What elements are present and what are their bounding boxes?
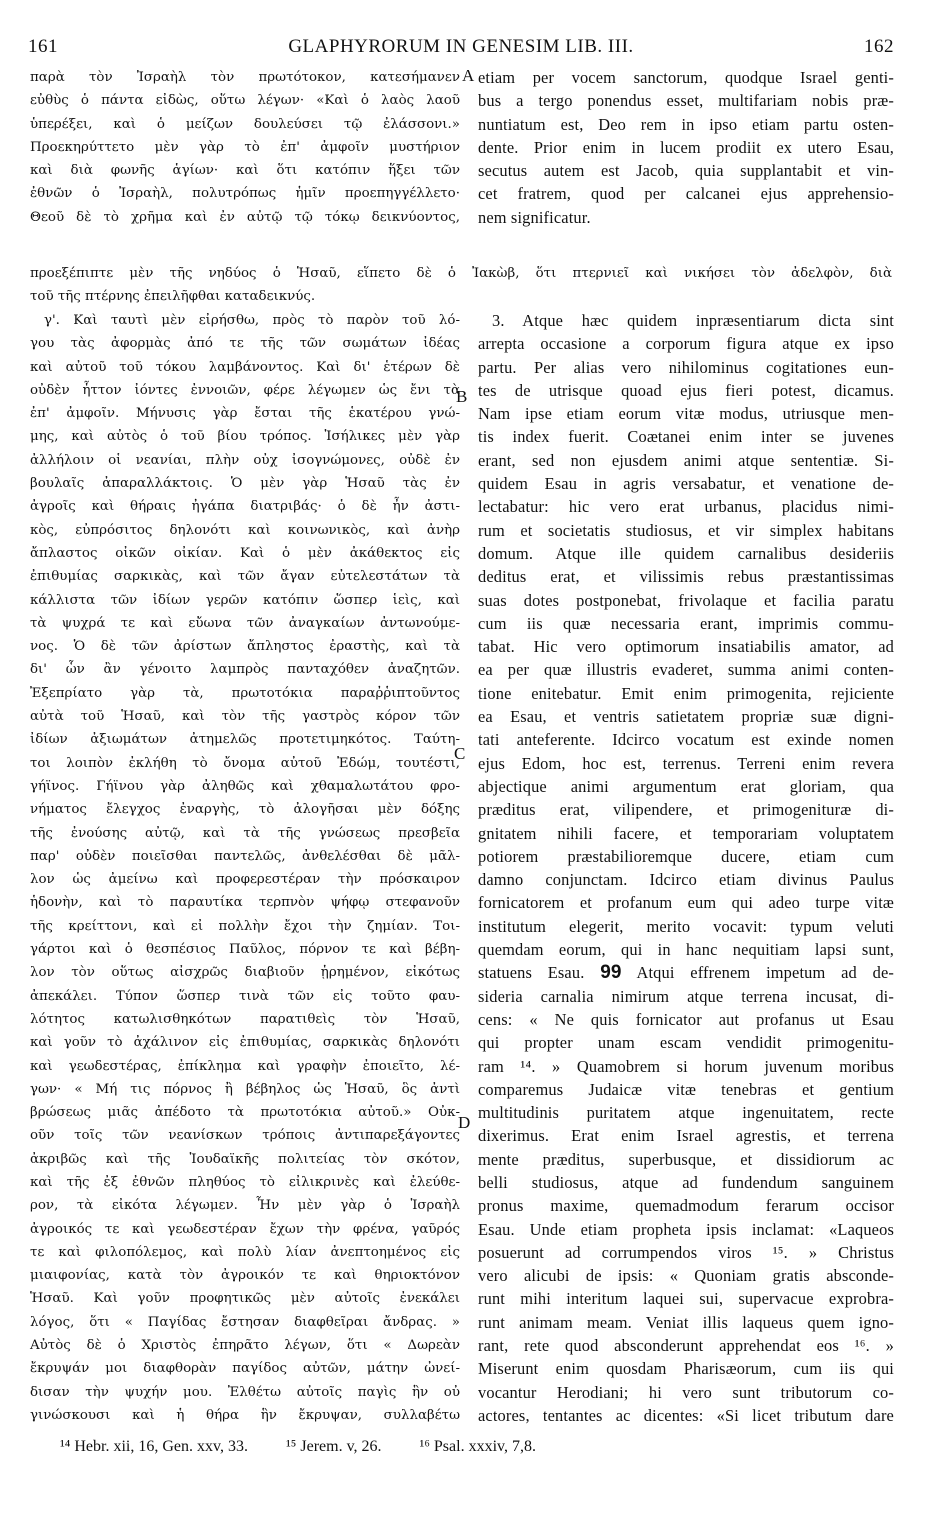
text-line: κὸς, εὐπρόσιτος δηλονότι καὶ κοινωνικὸς, καὶ ἀνὴρ [30, 522, 460, 538]
text-line: ea Esau, et ventris satietatem propriæ suæ digni- [478, 707, 894, 727]
text-line: προεξέπιπτε μὲν τῆς νηδύος ὁ Ἡσαῦ, εἵπετο δὲ ὁ Ἰακὼβ, ὅτι πτερνιεῖ καὶ νικήσει τὸν ἀδελφὸν, διὰ [30, 266, 892, 281]
text-line: arrepta occasione a corporum figura atque ex ipso [478, 334, 894, 354]
text-line: λον ὡς ἀμείνω καὶ προφερεστέραν τὴν πρόσκαιρον [30, 872, 460, 888]
greek-column-top [30, 66, 460, 229]
text-line: εὐθὺς ὁ πάντα εἰδὼς, οὕτω λέγων· «Καὶ ὁ λαὸς λαοῦ [30, 93, 460, 109]
text-line: Nam ipse etiam eorum vitæ modus, utriusque men- [478, 404, 894, 424]
text-line: pronus maxime, quemadmodum ferarum occisor [478, 1196, 894, 1216]
latin-column [478, 309, 894, 1427]
text-line: δισαν τὴν ψυχήν μου. Ἐλθέτω αὐτοῖς παγὶς ἣν οὐ [30, 1384, 460, 1400]
text-line: runt animam meam. Veniat illis laqueus quem igno- [478, 1312, 894, 1332]
text-line: τὰ ψυχρά τε καὶ εὔωνα τῶν ἀναγκαίων ἀντωνούμε- [30, 615, 460, 631]
footnotes [60, 1438, 900, 1456]
text-line: κάλλιστα τῶν ἰδίων γερῶν κατόπιν ὥσπερ ἱεὶς, καὶ [30, 592, 460, 608]
text-line: δι' ὧν ἂν γένοιτο λαμπρὸς πανταχόθεν ἀναζητῶν. [30, 662, 460, 678]
text-line: βουλαῖς ἀπαραλλάκτοις. Ὁ μὲν γὰρ Ἡσαῦ τὰς ἐν [30, 476, 460, 492]
text-line: actores, tentantes ac dicentes: «Si licet tributum dare [478, 1405, 894, 1425]
text-line: damno conjunctam. Idcirco etiam divinus Paulus [478, 870, 894, 890]
text-line: multitudinis puritatem atque ingenuitatem, recte [478, 1103, 894, 1123]
text-line: abjectique animi argumentum erat gloriam, qua [478, 776, 894, 796]
text-line: ἀλλήλοιν οἱ νεανίαι, πλὴν οὐχ ἰσογνώμονες, οὐδὲ ἐν [30, 452, 460, 468]
text-line: αὐτὰ τοῦ Ἡσαῦ, καὶ τὸν τῆς γαστρὸς κόρον τῶν [30, 709, 460, 725]
text-line: Esau. Unde etiam propheta ipsis inclamat: «Laqueos [478, 1219, 894, 1239]
text-line: παρ' οὐδὲν ποιεῖσθαι παντελῶς, ἀνθελέσθαι δὲ μᾶλ- [30, 848, 460, 864]
text-line: posuerunt ad corrumpendos viros ¹⁵. » Christus [478, 1242, 894, 1262]
text-line: γ'. Καὶ ταυτὶ μὲν εἰρήσθω, πρὸς τὸ παρὸν τοῦ λό- [44, 313, 460, 328]
text-line: lectabatur: hic vero erat urbanus, placidus nimi- [478, 497, 894, 517]
text-line: cet fratrem, quod per calcanei ejus apprehensio- [478, 184, 894, 204]
text-line: quidem Esau in agris versabatur, et venatione de- [478, 474, 894, 494]
text-line: γων· « Μή τις πόρνος ἢ βέβηλος ὡς Ἡσαῦ, ὃς ἀντὶ [30, 1081, 460, 1097]
text-line: ejus Edom, hoc est, terrenus. Terreni enim revera [478, 753, 894, 773]
text-line: γήϊνος. Γήϊνου γὰρ ἀληθῶς καὶ χθαμαλωτάτου φρο- [30, 778, 460, 794]
text-line: tes de utrisque quoad ejus fieri potest, dicamus. [478, 380, 894, 400]
text-line: quemdam eorum, qui in hanc nequitiam lapsi sunt, [478, 940, 894, 960]
text-line: ἰδίων ἀξιωμάτων ἀτημελῶς προτετιμηκότος. Ταύτη- [30, 732, 460, 748]
text-line: etiam per vocem sanctorum, quodque Israel genti- [478, 68, 894, 87]
text-line: ὑπερέξει, καὶ ὁ μείζων δουλεύσει τῷ ἐλάσσονι.» [30, 116, 460, 132]
footnote-14: ¹⁴ Hebr. xii, 16, Gen. xxv, 33. [60, 1438, 248, 1455]
text-line: ἀγροικός τε καὶ γεωδεστέραν ἔχων τὴν φρένα, γαῦρός [30, 1221, 460, 1237]
text-line: γου τὰς ἀφορμὰς ἀπό τε τῆς τῶν σωμάτων ἰδέας [30, 336, 460, 352]
text-line: τε καὶ φιλοπόλεμος, καὶ πολὺ λίαν ἀνεπτοημένος εἰς [30, 1244, 460, 1260]
text-fragment: Atqui effrenem impetum ad de- [636, 963, 895, 983]
text-line: deditus erat, et vilissimis rebus præstantissimas [478, 567, 894, 587]
text-line: qui propter unam escam vendidit primogenitu- [478, 1033, 894, 1053]
text-line: nem significatur. [478, 207, 591, 227]
text-line: ἄπλαστος οἰκῶν οἰκίαν. Καὶ ὁ μὲν ἀκάθεκτος εἰς [30, 545, 460, 561]
text-line: καὶ αὐτοῦ τοῦ τόκου λαμβάνοντος. Καὶ δι' ἑτέρων δὲ [30, 359, 460, 375]
text-line: τοι λοιπὸν ἐκλήθη τὸ ὄνομα αὐτοῦ Ἐδώμ, τουτέστι, [30, 755, 460, 771]
section-marker-a: A [462, 66, 475, 85]
text-line: ἔκρυψάν μοι διαφθορὰν παγίδος αὐτῶν, μάτην ὠνεί- [30, 1361, 460, 1377]
text-line: 3. Atque hæc quidem inpræsentiarum dicta sint [492, 311, 894, 330]
text-line: παρὰ τὸν Ἰσραὴλ τὸν πρωτότοκον, κατεσήμανεν [30, 70, 460, 85]
text-line: Προεκηρύττετο μὲν γὰρ τὸ ἐπ' ἀμφοῖν μυστήριον [30, 139, 460, 155]
text-line: ἐπ' ἀμφοῖν. Μήνυσις γὰρ ἔσται τῆς ἑκατέρου γνώ- [30, 406, 460, 422]
text-line: οὐδὲν ἧττον ἰόντες ἐννοιῶν, φέρε λέγωμεν ὡς ἔνι τὰ [30, 382, 460, 398]
text-line: καὶ γοῦν τὸ ἀχάλινον εἰς ἐπιθυμίας, σαρκικὰς δηλονότι [30, 1035, 460, 1051]
text-line: nuntiatum est, Deo rem in ipso etiam partu osten- [478, 114, 894, 134]
text-line: Αὐτὸς δὲ ὁ Χριστὸς ἐπηρᾶτο λέγων, ὅτι « Δωρεὰν [30, 1338, 460, 1354]
greek-column [30, 309, 460, 1427]
section-marker-d: D [458, 1113, 471, 1132]
text-line: λόγος, ὅτι « Παγίδας ἔστησαν διαφθεῖραι ἄνδρας. » [30, 1314, 460, 1330]
section-marker-c: C [454, 744, 466, 763]
column-number-badge: 99 [600, 962, 622, 984]
text-line: ἀκριβῶς καὶ τῆς Ἰουδαϊκῆς πολιτείας τὸν σκότον, [30, 1151, 460, 1167]
text-line: καὶ διὰ φωνῆς ἁγίων· καὶ ὅτι κατόπιν ἥξει τῶν [30, 163, 460, 179]
text-line: λον τὸν οὕτως αἰσχρῶς διαβιοῦν ᾑρημένον, εἰκότως [30, 965, 460, 981]
greek-spanning-lines [30, 262, 892, 309]
text-line: γάρτοι καὶ ὁ θεσπέσιος Παῦλος, πόρνον τε καὶ βέβη- [30, 942, 460, 958]
text-line: partu. Per alias vero nihilominus cogitationes eun- [478, 357, 894, 377]
text-line: comparemus Judaicæ vitæ tenebras et gentium [478, 1079, 894, 1099]
text-line: cens: « Ne quis fornicator aut profanus ut Esau [478, 1009, 894, 1029]
text-line: μιαιφονίας, κατὰ τὸν ἀγροικόν τε καὶ θηριοκτόνον [30, 1268, 460, 1284]
text-line: vocantur Herodiani; hi vero sunt tributorum co- [478, 1382, 894, 1402]
text-line: ἀπεκάλει. Τύπον ὥσπερ τινὰ τῶν εἰς τοῦτο φαυ- [30, 988, 460, 1004]
text-line: ἐθνῶν ὁ Ἰσραὴλ, πολυτρόπως ἡμῖν προεπηγγέλλετο· [30, 186, 460, 202]
latin-column-top [478, 66, 894, 229]
text-line: Θεοῦ δὲ τὸ χρῆμα καὶ ἐν αὐτῷ τῷ τόκῳ δεικνύοντος, [30, 209, 460, 225]
text-line: cum iis quæ necessaria erant, imprimis commu- [478, 613, 894, 633]
text-line: Ἡσαῦ. Καὶ γοῦν προφητικῶς μὲν αὐτοῖς ἐνεκάλει [30, 1291, 460, 1307]
text-line: νήματος ἔλεγχος ἐναργὴς, τὸ ἀλογῆσαι μὲν δόξης [30, 802, 460, 818]
text-line: rant, rete quod absconderunt apprehendat eos ¹⁶. » [478, 1336, 894, 1356]
text-line: tis index fuerit. Coætanei enim inter se juvenes [478, 427, 894, 447]
text-line: runt mihi interitum laquei sui, supervacue exprobra- [478, 1289, 894, 1309]
text-line: ἐπιθυμίας σαρκικὰς, καὶ τῶν ἄγαν εὐτελεστάτων τὰ [30, 569, 460, 585]
section-marker-b: B [456, 387, 468, 406]
text-line: dixerimus. Erat enim Israel agrestis, et terrena [478, 1126, 894, 1146]
text-line: præditus erat, vilipendere, et primogenituræ di- [478, 800, 894, 820]
text-line: τῆς ἐνούσης αὐτῷ, καὶ τὰ τῆς γνώσεως πρεσβεῖα [30, 825, 460, 841]
text-line: domum. Atque ille quidem carnalibus desideriis [478, 543, 894, 563]
text-line: ram ¹⁴. » Quamobrem si horum juvenum moribus [478, 1056, 894, 1076]
text-line: bus a tergo ponendus esset, multifariam nobis præ- [478, 91, 894, 111]
text-line: ea per quæ illustris evaderet, summa animi conten- [478, 660, 894, 680]
text-line: καὶ γεωδεστέρας, ἐπίκλημα καὶ γραφὴν ἐποιεῖτο, λέ- [30, 1058, 460, 1074]
text-fragment: statuens Esau. [478, 963, 585, 983]
text-line: Ἐξεπρίατο γὰρ τὰ, πρωτοτόκια παραῤῥιπτοῦντος [30, 685, 460, 701]
text-line: Miserunt enim quosdam Pharisæorum, cum iis qui [478, 1359, 894, 1379]
text-line: καὶ τῆς ἐξ ἐθνῶν πληθύος τὸ εἰλικρινὲς καὶ ἐλεύθε- [30, 1174, 460, 1190]
text-line: γινώσκουσι καὶ ἡ θήρα ἣν ἔκρυψαν, συλλαβέτω [30, 1407, 460, 1423]
text-line: βρώσεως μιᾶς ἀπέδοτο τὰ πρωτοτόκια αὐτοῦ.» Οὐκ- [30, 1105, 460, 1121]
text-line: rum et societatis studiosus, et vir simplex habitans [478, 520, 894, 540]
text-line: τῆς κρείττονι, καὶ εἰ πολλὴν ἔχοι τὴν ζημίαν. Τοι- [30, 918, 460, 934]
page-number-left: 161 [28, 36, 58, 57]
text-line: sideria carnalia nimirum atque terrena incusat, di- [478, 986, 894, 1006]
text-line [478, 961, 894, 984]
text-line: potiorem præstabilioremque ducere, etiam cum [478, 846, 894, 866]
page-number-right: 162 [864, 36, 894, 57]
text-line: τοῦ τῆς πτέρνης ἐπειλῆφθαι καταδεικνύς. [30, 289, 316, 305]
text-line: institutum elegerit, merito vocavit: typum veluti [478, 916, 894, 936]
text-line: fornicatorem et profanum eum qui adeo turpe vitæ [478, 893, 894, 913]
text-line: λότητος κατωλισθηκότων παρατιθεὶς τὸν Ἡσαῦ, [30, 1011, 460, 1027]
footnote-15: ¹⁵ Jerem. v, 26. [285, 1438, 382, 1455]
text-line: secutus autem est Jacob, quia supplantabit et vin- [478, 161, 894, 181]
text-line: mente præditus, superbusque, et dissidiorum ac [478, 1149, 894, 1169]
text-line: belli studiosus, atque ad fundendum sanguinem [478, 1172, 894, 1192]
footnote-16: ¹⁶ Psal. xxxiv, 7,8. [419, 1438, 536, 1455]
text-line: erant, sed non ejusdem animi atque sententiæ. Si- [478, 450, 894, 470]
text-line: ρον, τὰ εἰκότα λέγωμεν. Ἦν μὲν γὰρ ὁ Ἰσραὴλ [30, 1198, 460, 1214]
text-line: tabat. Hic vero optimorum insatiabilis amator, ad [478, 637, 894, 657]
text-line: dente. Prior enim in lucem prodiit ex utero Esau, [478, 137, 894, 157]
text-line: νος. Ὁ δὲ τῶν ἀρίστων ἄπληστος ἐραστὴς, καὶ τὰ [30, 639, 460, 655]
text-line: tati anteferente. Idcirco vocatum est exinde nomen [478, 730, 894, 750]
text-line: οῦν τοῖς τῶν νεανίσκων τρόποις ἀντιπαρεξάγοντες [30, 1128, 460, 1144]
text-line: ἀγροῖς καὶ θήραις ἠγάπα διατριβάς· ὁ δὲ ἦν ἀστι- [30, 499, 460, 515]
text-line: gnitatem nihili facere, et temporariam voluptatem [478, 823, 894, 843]
text-line: suas dotes postponebat, frivolaque et facilia paratu [478, 590, 894, 610]
text-line: tione enitebatur. Emit enim primogenita, rejiciente [478, 683, 894, 703]
text-line: μης, καὶ αὐτὸς ὁ τοῦ βίου τρόπος. Ἰσήλικες μὲν γὰρ [30, 429, 460, 445]
running-title: GLAPHYRORUM IN GENESIM LIB. III. [288, 36, 634, 57]
text-line: vero alicubi de ipsis: « Quoniam gratis abscondе- [478, 1266, 894, 1286]
text-line: ἡδονὴν, καὶ τὸ παραυτίκα τερπνὸν ψήφῳ στεφανοῦν [30, 895, 460, 911]
running-header [28, 36, 894, 62]
